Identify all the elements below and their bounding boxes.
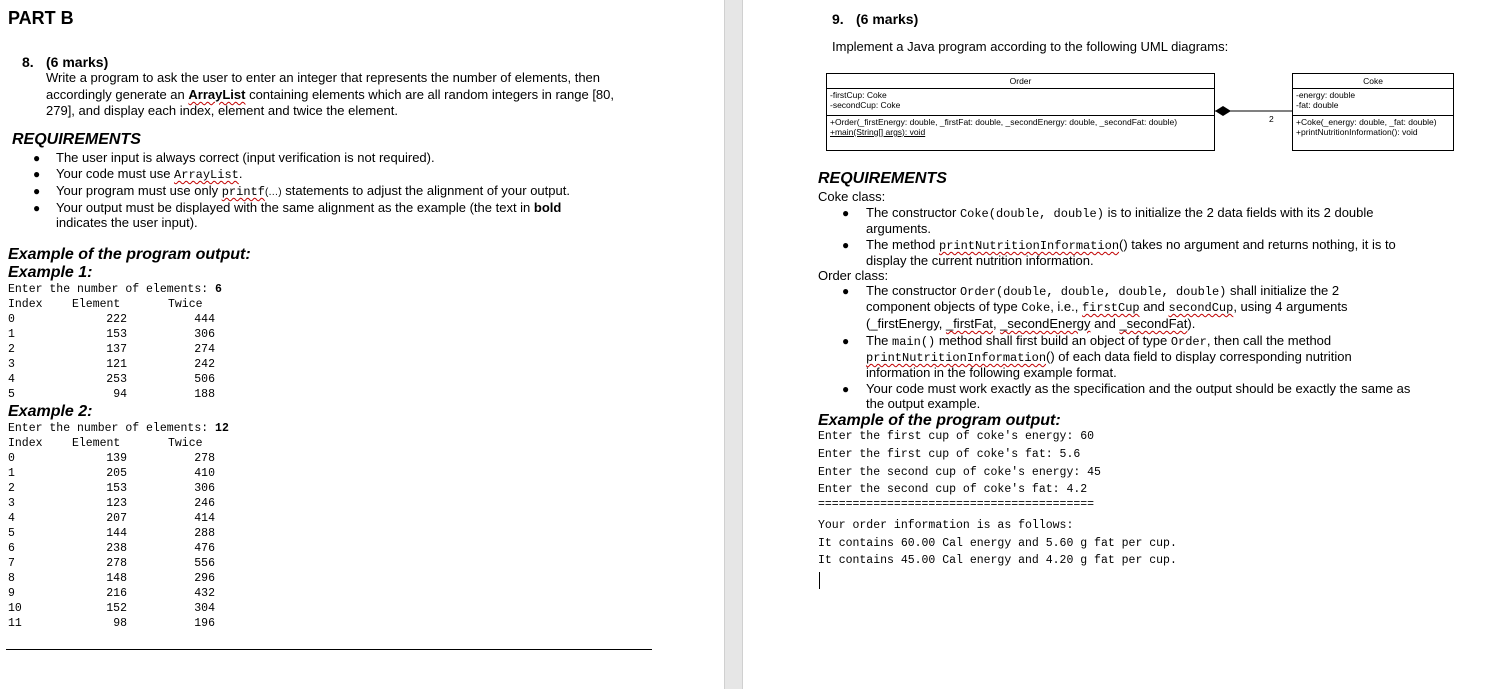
- table-cell: 0: [8, 452, 15, 465]
- q8-desc-line3: 279], and display each index, element and twice the element.: [46, 103, 398, 118]
- output-line: Enter the first cup of coke's energy: 60: [818, 430, 1095, 443]
- uml-multiplicity: 2: [1269, 114, 1274, 124]
- table-cell: 1: [8, 328, 15, 341]
- order-req-3: Your code must work exactly as the specification and the output should be exactly the same as: [866, 381, 1411, 396]
- composition-diamond-icon: [1215, 106, 1231, 116]
- table-cell: 288: [194, 527, 215, 540]
- coke-req-1-line2: arguments.: [866, 221, 932, 236]
- table-cell: 278: [106, 557, 127, 570]
- q8-number: 8.: [22, 54, 34, 70]
- table-cell: 410: [194, 467, 215, 480]
- example-heading: Example of the program output:: [8, 246, 251, 263]
- table-cell: 274: [194, 343, 215, 356]
- arraylist-term: ArrayList: [188, 87, 246, 102]
- bullet-icon: ●: [33, 201, 41, 215]
- coke-req-2: The method printNutritionInformation() takes no argument and returns nothing, it is to: [866, 237, 1396, 253]
- order-req-3-line2: the output example.: [866, 396, 981, 411]
- table-cell: 5: [8, 527, 15, 540]
- table-header: Element: [72, 437, 121, 450]
- output-line: ========================================: [818, 498, 1095, 511]
- left-page: [0, 0, 724, 689]
- table-cell: 444: [194, 313, 215, 326]
- table-cell: 216: [106, 587, 127, 600]
- table-cell: 306: [194, 328, 215, 341]
- coke-req-1: The constructor Coke(double, double) is to initialize the 2 data fields with its 2 double: [866, 205, 1374, 221]
- uml-order-ops: +Order(_firstEnergy: double, _firstFat: double, _secondEnergy: double, _secondFat: double) +main(String[] args): void: [827, 115, 1214, 138]
- bullet-icon: ●: [33, 184, 41, 198]
- table-cell: 153: [106, 328, 127, 341]
- table-cell: 7: [8, 557, 15, 570]
- bullet-icon: ●: [33, 167, 41, 181]
- uml-coke-name: Coke: [1363, 76, 1383, 86]
- table-cell: 94: [113, 388, 127, 401]
- table-cell: 222: [106, 313, 127, 326]
- table-cell: 5: [8, 388, 15, 401]
- output-line: It contains 45.00 Cal energy and 4.20 g fat per cup.: [818, 554, 1177, 567]
- table-cell: 296: [194, 572, 215, 585]
- table-cell: 242: [194, 358, 215, 371]
- table-cell: 3: [8, 497, 15, 510]
- table-cell: 253: [106, 373, 127, 386]
- table-cell: 246: [194, 497, 215, 510]
- table-cell: 8: [8, 572, 15, 585]
- table-cell: 123: [106, 497, 127, 510]
- table-header: Index: [8, 298, 43, 311]
- bullet-icon: ●: [842, 284, 850, 298]
- table-header: Element: [72, 298, 121, 311]
- table-cell: 9: [8, 587, 15, 600]
- uml-composition-line: [1215, 102, 1293, 122]
- table-cell: 476: [194, 542, 215, 555]
- bullet-icon: ●: [842, 206, 850, 220]
- table-cell: 1: [8, 467, 15, 480]
- order-req-2: The main() method shall first build an object of type Order, then call the method: [866, 333, 1332, 349]
- table-cell: 139: [106, 452, 127, 465]
- req-item-2: Your code must use ArrayList.: [56, 166, 243, 182]
- table-cell: 10: [8, 602, 22, 615]
- q8-marks: (6 marks): [46, 54, 109, 70]
- uml-coke-ops: +Coke(_energy: double, _fat: double) +printNutritionInformation(): void: [1293, 115, 1453, 138]
- output-line: Enter the second cup of coke's fat: 4.2: [818, 483, 1088, 496]
- table-cell: 0: [8, 313, 15, 326]
- table-cell: 2: [8, 343, 15, 356]
- table-cell: 506: [194, 373, 215, 386]
- order-req-2-line2: printNutritionInformation() of each data field to display corresponding nutrition: [866, 349, 1352, 365]
- table-header: Twice: [168, 437, 203, 450]
- q9-intro: Implement a Java program according to the following UML diagrams:: [832, 39, 1229, 54]
- order-req-1: The constructor Order(double, double, double, double) shall initialize the 2: [866, 283, 1340, 299]
- table-cell: 153: [106, 482, 127, 495]
- table-cell: 148: [106, 572, 127, 585]
- table-cell: 4: [8, 373, 15, 386]
- table-cell: 432: [194, 587, 215, 600]
- bullet-icon: ●: [842, 334, 850, 348]
- table-cell: 238: [106, 542, 127, 555]
- example-heading-2: Example of the program output:: [818, 412, 1061, 429]
- table-cell: 98: [113, 617, 127, 630]
- table-cell: 11: [8, 617, 22, 630]
- example2-title: Example 2:: [8, 403, 93, 420]
- table-cell: 207: [106, 512, 127, 525]
- order-req-2-line3: information in the following example format.: [866, 365, 1117, 380]
- output-line: Your order information is as follows:: [818, 519, 1074, 532]
- table-cell: 2: [8, 482, 15, 495]
- uml-coke-class: [1292, 73, 1454, 151]
- table-cell: 3: [8, 358, 15, 371]
- q9-number: 9.: [832, 11, 844, 27]
- text-cursor: [819, 572, 820, 589]
- page-gap: [724, 0, 743, 689]
- table-cell: 306: [194, 482, 215, 495]
- table-cell: 4: [8, 512, 15, 525]
- q8-desc-line1: Write a program to ask the user to enter an integer that represents the number of elements, then: [46, 70, 601, 85]
- table-cell: 196: [194, 617, 215, 630]
- uml-order-class: [826, 73, 1215, 151]
- table-cell: 556: [194, 557, 215, 570]
- bullet-icon: ●: [842, 238, 850, 252]
- order-req-1-line3: (_firstEnergy, _firstFat, _secondEnergy and _secondFat).: [866, 316, 1196, 331]
- q8-desc-line2: accordingly generate an ArrayList containing elements which are all random integers in range [80,: [46, 87, 614, 102]
- output-line: Enter the first cup of coke's fat: 5.6: [818, 448, 1081, 461]
- req-item-1: The user input is always correct (input verification is not required).: [56, 150, 435, 165]
- table-cell: 278: [194, 452, 215, 465]
- bullet-icon: ●: [842, 382, 850, 396]
- req-item-4-line2: indicates the user input).: [56, 215, 198, 230]
- order-req-1-line2: component objects of type Coke, i.e., firstCup and secondCup, using 4 arguments: [866, 299, 1348, 315]
- uml-order-name: Order: [1009, 76, 1032, 86]
- requirements-title-2: REQUIREMENTS: [818, 170, 947, 187]
- output-line: It contains 60.00 Cal energy and 5.60 g fat per cup.: [818, 537, 1177, 550]
- output-line: Enter the second cup of coke's energy: 45: [818, 466, 1101, 479]
- table-cell: 188: [194, 388, 215, 401]
- example1-prompt: Enter the number of elements: 6: [8, 283, 222, 296]
- table-cell: 414: [194, 512, 215, 525]
- example1-title: Example 1:: [8, 264, 93, 281]
- req-item-4: Your output must be displayed with the same alignment as the example (the text in bold: [56, 200, 562, 215]
- q9-marks: (6 marks): [856, 11, 919, 27]
- example2-prompt: Enter the number of elements: 12: [8, 422, 229, 435]
- table-cell: 205: [106, 467, 127, 480]
- uml-coke-attrs: -energy: double -fat: double: [1293, 88, 1453, 115]
- coke-req-2-line2: display the current nutrition information.: [866, 253, 1094, 268]
- table-cell: 152: [106, 602, 127, 615]
- bullet-icon: ●: [33, 151, 41, 165]
- table-cell: 304: [194, 602, 215, 615]
- order-class-label: Order class:: [818, 268, 889, 283]
- table-cell: 6: [8, 542, 15, 555]
- divider-line: [6, 649, 652, 650]
- coke-class-label: Coke class:: [818, 189, 886, 204]
- right-page: [743, 0, 1491, 689]
- req-item-3: Your program must use only printf(…) statements to adjust the alignment of your output.: [56, 183, 570, 199]
- table-cell: 137: [106, 343, 127, 356]
- table-cell: 121: [106, 358, 127, 371]
- part-title: PART B: [8, 8, 74, 28]
- table-header: Index: [8, 437, 43, 450]
- requirements-title: REQUIREMENTS: [12, 131, 141, 148]
- table-header: Twice: [168, 298, 203, 311]
- table-cell: 144: [106, 527, 127, 540]
- uml-order-attrs: -firstCup: Coke -secondCup: Coke: [827, 88, 1214, 115]
